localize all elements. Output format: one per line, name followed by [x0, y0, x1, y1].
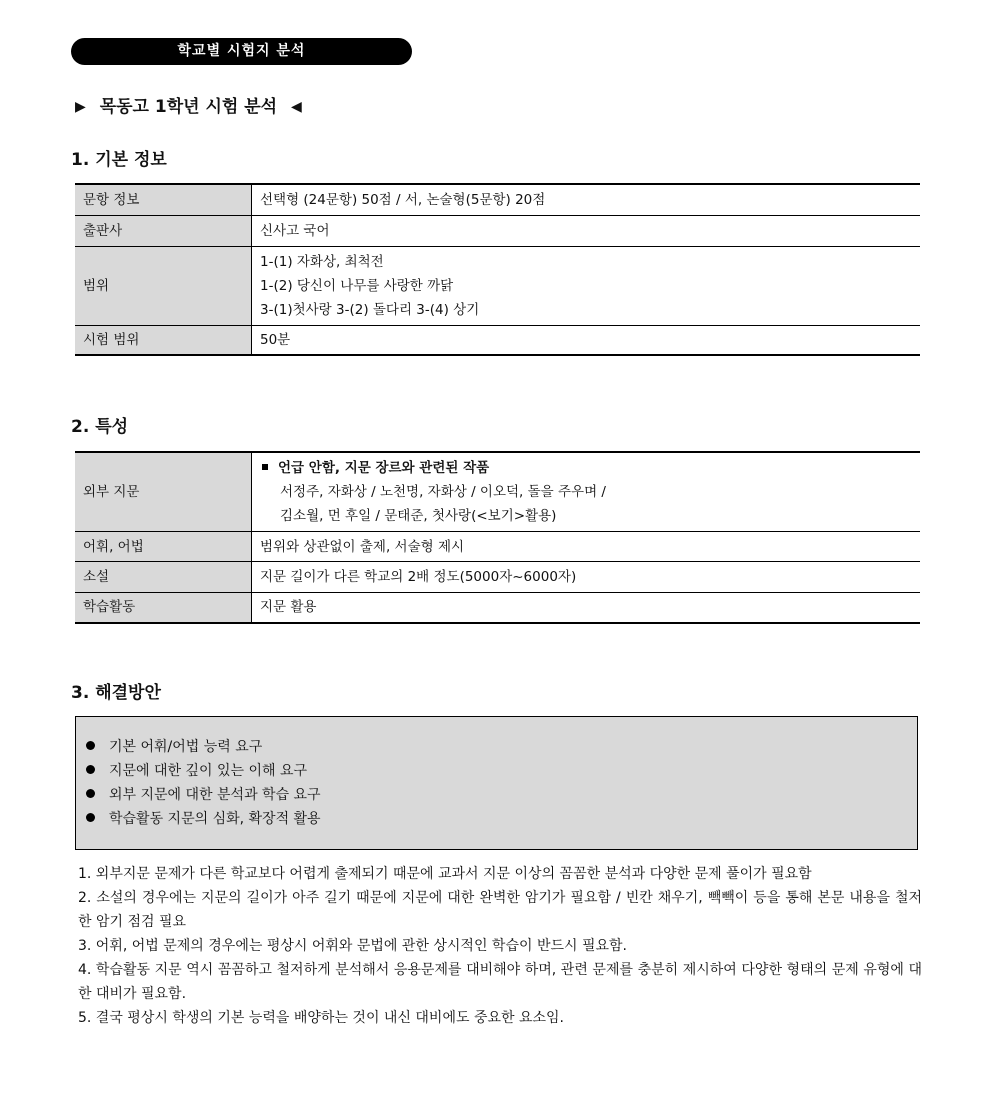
list-item-text: 학습활동 지문의 심화, 확장적 활용: [109, 811, 321, 827]
row-label: 출판사: [75, 215, 252, 246]
row-label: 학습활동: [75, 593, 252, 623]
row-label: 외부 지문: [75, 452, 252, 532]
table-row: [75, 532, 920, 562]
row-label: 시험 범위: [75, 325, 252, 355]
bullet-text: 언급 안함, 지문 장르와 관련된 작품: [278, 460, 490, 476]
row-label: 소설: [75, 562, 252, 593]
table-row: [75, 184, 920, 215]
bullet-dot-icon: [86, 789, 95, 798]
row-value: 지문 길이가 다른 학교의 2배 정도(5000자~6000자): [252, 562, 921, 593]
work-line: 서정주, 자화상 / 노천명, 자화상 / 이오덕, 돌을 주우며 /: [280, 484, 606, 500]
work-line: 김소월, 먼 후일 / 문태준, 첫사랑(<보기>활용): [280, 508, 557, 524]
solution-box: [75, 716, 918, 850]
list-item: [86, 807, 917, 831]
range-line: 1-(1) 자화상, 최척전: [260, 253, 384, 270]
note-item: 3. 어휘, 어법 문제의 경우에는 평상시 어휘와 문법에 관한 상시적인 학습이 반드시 필요함.: [78, 938, 627, 954]
row-label: 문항 정보: [75, 184, 252, 215]
left-triangle-icon: ◀: [291, 99, 302, 115]
table-row: [75, 562, 920, 593]
square-bullet-icon: [262, 464, 268, 470]
note-item: 5. 결국 평상시 학생의 기본 능력을 배양하는 것이 내신 대비에도 중요한 요소임.: [78, 1010, 565, 1026]
page-title-text: 목동고 1학년 시험 분석: [99, 97, 278, 117]
bullet-dot-icon: [86, 813, 95, 822]
row-value: 신사고 국어: [252, 215, 921, 246]
bullet-dot-icon: [86, 765, 95, 774]
basic-info-table: [75, 183, 920, 356]
table-row: [75, 325, 920, 355]
characteristics-table: [75, 451, 920, 624]
list-item: [86, 735, 917, 759]
table-row: [75, 246, 920, 325]
row-label: 어휘, 어법: [75, 532, 252, 562]
table-row: [75, 452, 920, 532]
header-pill: 학교별 시험지 분석: [71, 38, 412, 65]
row-value: [252, 452, 921, 532]
page-title: [75, 94, 302, 120]
list-item: [86, 759, 917, 783]
note-item: 4. 학습활동 지문 역시 꼼꼼하고 철저하게 분석해서 응용문제를 대비해야 하며, 관련 문제를 충분히 제시하여 다양한 형태의 문제 유형에 대한 대비가 필요함.: [78, 962, 922, 1002]
notes-list: [78, 862, 922, 1030]
bullet-dot-icon: [86, 741, 95, 750]
row-label: 범위: [75, 246, 252, 325]
right-triangle-icon: ▶: [75, 99, 86, 115]
list-item-text: 기본 어휘/어법 능력 요구: [109, 739, 263, 755]
range-line: 3-(1)첫사랑 3-(2) 돌다리 3-(4) 상기: [260, 301, 480, 318]
table-row: [75, 593, 920, 623]
row-value: 지문 활용: [252, 593, 921, 623]
note-item: 1. 외부지문 문제가 다른 학교보다 어렵게 출제되기 때문에 교과서 지문 이상의 꼼꼼한 분석과 다양한 문제 풀이가 필요함: [78, 866, 812, 882]
section-title-solutions: 3. 해결방안: [71, 683, 161, 703]
note-item: 2. 소설의 경우에는 지문의 길이가 아주 길기 때문에 지문에 대한 완벽한 암기가 필요함 / 빈칸 채우기, 빽빽이 등을 통해 본문 내용을 철저한 암기 점검 필요: [78, 890, 922, 930]
solution-list: [76, 717, 917, 831]
row-value: 50분: [252, 325, 921, 355]
row-value: 선택형 (24문항) 50점 / 서, 논술형(5문항) 20점: [252, 184, 921, 215]
row-value: 범위와 상관없이 출제, 서술형 제시: [252, 532, 921, 562]
section-title-basic-info: 1. 기본 정보: [71, 150, 167, 170]
section-title-characteristics: 2. 특성: [71, 417, 129, 437]
row-value: [252, 246, 921, 325]
list-item-text: 외부 지문에 대한 분석과 학습 요구: [109, 787, 321, 803]
list-item: [86, 783, 917, 807]
list-item-text: 지문에 대한 깊이 있는 이해 요구: [109, 763, 308, 779]
range-line: 1-(2) 당신이 나무를 사랑한 까닭: [260, 277, 454, 294]
table-row: [75, 215, 920, 246]
bullet-line: [260, 456, 912, 480]
